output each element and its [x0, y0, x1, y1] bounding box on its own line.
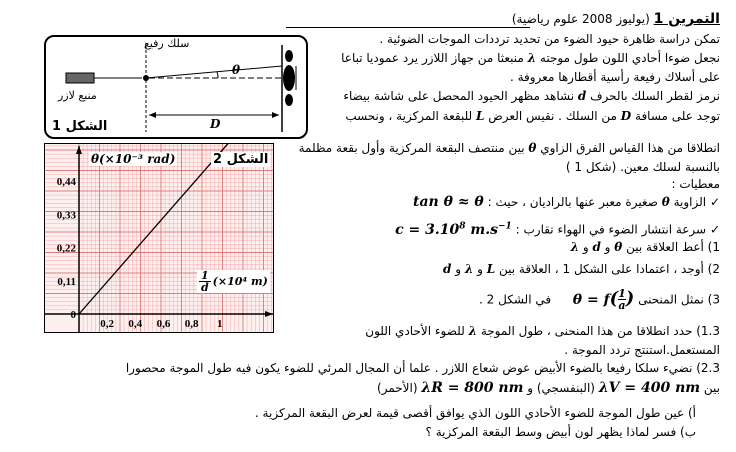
- wire-label: سلك رفيع: [144, 37, 190, 50]
- intro-line-1: [379, 32, 720, 46]
- x-axis-unit: (×10⁴ m): [212, 275, 268, 288]
- central-spot: [283, 65, 295, 91]
- L-symbol: L: [476, 109, 485, 123]
- theta-symbol-2: θ: [661, 195, 670, 209]
- q1-lambda: λ: [570, 240, 579, 254]
- q1-and-1: و: [604, 240, 611, 254]
- question-3-2-line2: [377, 381, 720, 395]
- given-item-1: [413, 195, 720, 209]
- intro-text-8: من السلك . نقيس العرض: [488, 109, 617, 123]
- given-1-text: الزاوية: [673, 195, 707, 209]
- para2-text-2: بين منتصف البقعة المركزية وأول بقعة مظلمة: [298, 141, 525, 155]
- c-unit: m.s: [465, 221, 498, 238]
- title-underline: [286, 27, 530, 28]
- x-tick-label: 1: [216, 318, 223, 330]
- lambda-red: λR = 800 nm: [421, 380, 524, 396]
- intro-line-4: [343, 89, 720, 103]
- intro-line-2: [341, 51, 720, 65]
- c-exp: 8: [459, 221, 466, 231]
- para2-text-3: بالنسبة لسلك معين. (شكل 1 ): [565, 160, 720, 174]
- intro-text-5: نرمز لقطر السلك بالحرف: [590, 89, 720, 103]
- figure-1-label: الشكل 1: [52, 119, 108, 134]
- question-3-1: [365, 324, 720, 338]
- q2-L: L: [486, 262, 496, 276]
- x-frac-bottom: d: [200, 281, 209, 294]
- intro-text-3: منبعثا من جهاز اللازر يرد عموديا تباعا: [341, 51, 524, 65]
- violet-name: (البنفسجي): [536, 381, 595, 395]
- x-tick-label: 0,2: [100, 318, 115, 330]
- lambda-symbol: λ: [527, 51, 537, 65]
- para2-line-2: [566, 160, 720, 174]
- check-icon: ✓: [709, 222, 720, 237]
- question-2: [443, 262, 720, 276]
- d-distance-label: D: [210, 117, 221, 131]
- figure-2-label: الشكل 2: [213, 152, 269, 167]
- x-axis-label: [197, 270, 270, 293]
- y-axis-label: θ(×10⁻³ rad): [91, 152, 176, 166]
- theta-symbol: θ: [528, 141, 537, 155]
- intro-text-2: نجعل ضوءا أحادي اللون طول موجته: [539, 51, 720, 65]
- theta-arc: [217, 72, 218, 78]
- q31-lambda: λ: [468, 324, 477, 338]
- q31-text-2: للضوء الأحادي اللون: [365, 324, 465, 338]
- q1-theta: θ: [614, 240, 623, 254]
- check-icon: ✓: [709, 195, 720, 209]
- d-symbol: d: [577, 89, 587, 103]
- intro-text-7: توجد على مسافة: [635, 109, 720, 123]
- y-tick-label: 0,33: [56, 209, 76, 222]
- exercise-number: التمرين 1: [653, 11, 720, 27]
- q1-and-2: و: [582, 240, 589, 254]
- q32-and: و: [527, 381, 534, 395]
- intro-line-5: [345, 109, 720, 123]
- x-frac-top: 1: [201, 269, 209, 282]
- question-3-1-line2: المستعمل.استنتج تردد الموجة .: [564, 343, 720, 357]
- given-item-2: [395, 219, 720, 237]
- y-tick-label: 0,22: [56, 242, 76, 255]
- given-2-text: سرعة انتشار الضوء في الهواء تقارب :: [515, 222, 707, 237]
- laser-label: منبع لازر: [58, 89, 97, 102]
- q1-d: d: [592, 240, 601, 254]
- given-1-text2: صغيرة معبر عنها بالراديان ، حيث :: [487, 195, 658, 209]
- y-tick-label: 0: [70, 309, 76, 321]
- x-tick-label: 0,8: [184, 318, 199, 330]
- y-tick-label: 0,11: [57, 275, 76, 288]
- lambda-violet: λV = 400 nm: [598, 380, 701, 396]
- q32-pre: بين: [703, 381, 720, 395]
- theta-function: θ = f( $\frac{1}{a}$ ): [572, 287, 635, 312]
- x-tick-label: 0,4: [128, 318, 143, 330]
- upper-spot: [285, 50, 293, 62]
- exercise-title: [260, 12, 720, 26]
- figure-1: [44, 35, 308, 139]
- q2-and-1: و: [477, 262, 483, 276]
- q2-text: 2) أوجد ، اعتمادا على الشكل 1 ، العلاقة بين: [498, 262, 720, 276]
- question-b: ب) فسر لماذا يظهر لون أبيض وسط البقعة المركزية ؟: [425, 425, 696, 439]
- para2-line-1: [299, 141, 720, 155]
- speed-of-light: [395, 222, 512, 238]
- diffraction-ray: [146, 66, 282, 78]
- arrow-head-right: [272, 112, 279, 118]
- given-label: معطيات :: [671, 177, 720, 191]
- intro-text-9: للبقعة المركزية ، ونحسب: [345, 109, 473, 123]
- q3-text: 3) نمثل المنحنى: [638, 292, 720, 307]
- figure-2-chart: [45, 144, 273, 332]
- arrow-head-left: [149, 112, 156, 118]
- q1-text: 1) أعط العلاقة بين: [626, 240, 720, 254]
- lower-spot: [285, 94, 293, 106]
- q3-text-2: في الشكل 2 .: [479, 292, 552, 307]
- q31-text-1: 1.3) حدد انطلاقا من هذا المنحنى ، طول الموجة: [480, 324, 720, 338]
- theta-label: θ: [232, 63, 241, 77]
- y-tick-label: 0,44: [56, 176, 76, 189]
- question-3: [479, 288, 720, 311]
- question-a: أ) عين طول الموجة للضوء الأحادي اللون الذي يوافق أقصى قيمة لعرض البقعة المركزية .: [254, 406, 696, 420]
- q2-d: d: [442, 262, 452, 276]
- tan-approx: tan θ ≈ θ: [413, 194, 484, 210]
- q2-lambda: λ: [464, 262, 474, 276]
- figure-2: [44, 143, 274, 333]
- intro-text-4: على أسلاك رفيعة رأسية أقطارها معروفة .: [509, 70, 720, 84]
- red-name: (الأحمر): [377, 381, 418, 395]
- D-symbol: D: [620, 109, 632, 123]
- q2-and-2: و: [455, 262, 461, 276]
- intro-text-1: تمكن دراسة ظاهرة حيود الضوء من تحديد ترددات الموجات الضوئية .: [379, 32, 720, 46]
- question-3-2: 2.3) نضيء سلكا رفيعا بالضوء الأبيض عوض شعاع اللازر . علما أن المجال المرئي للضوء يكون فيه طول الموجة محصورا: [125, 361, 720, 375]
- exercise-source: (يوليوز 2008 علوم رياضية): [511, 12, 650, 26]
- intro-line-3: [510, 70, 720, 84]
- intro-text-6: نشاهد مظهر الحيود المحصل على شاشة بيضاء: [343, 89, 575, 103]
- para2-text-1: انطلاقا من هذا القياس الفرق الزاوي: [540, 141, 720, 155]
- c-unit-exp: −1: [497, 221, 512, 231]
- laser-source-shape: [66, 73, 94, 83]
- c-value: c = 3.10: [395, 221, 460, 238]
- x-tick-label: 0,6: [156, 318, 171, 330]
- question-1: [571, 240, 720, 254]
